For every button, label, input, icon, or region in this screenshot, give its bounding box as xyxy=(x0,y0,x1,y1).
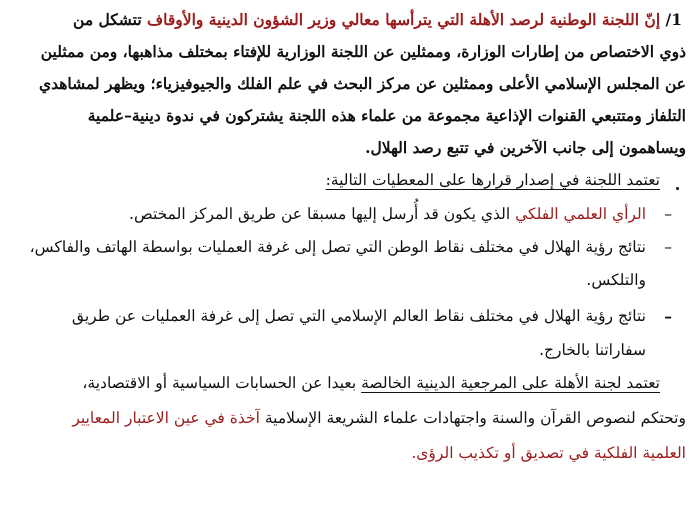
criteria-item-3-line1: نتائج رؤية الهلال في مختلف نقاط العالم الإسلامي التي تصل إلى غرفة العمليات عن طريق xyxy=(71,307,646,325)
paragraph2-line1-rest: بعيدا عن الحسابات السياسية أو الاقتصادية، xyxy=(82,374,357,392)
criteria-item-1 xyxy=(129,205,646,223)
committee-description: إنّ اللجنة الوطنية لرصد الأهلة التي يترأسها معالي وزير الشؤون الدينية والأوقاف xyxy=(147,10,661,29)
criteria-item-2-line2: والتلكس. xyxy=(586,271,646,289)
criteria-heading: تعتمد اللجنة في إصدار قرارها على المعطيات التالية: xyxy=(325,171,660,189)
criteria-item-1-highlight: الرأي العلمي الفلكي xyxy=(515,205,646,223)
paragraph2-line2-plain: وتحتكم لنصوص القرآن والسنة واجتهادات علماء الشريعة الإسلامية xyxy=(264,409,686,427)
bullet-dash: – xyxy=(664,238,672,256)
criteria-item-2-line1: نتائج رؤية الهلال في مختلف نقاط الوطن التي تصل إلى غرفة العمليات بواسطة الهاتف والفاكس، xyxy=(29,238,646,256)
stray-dot xyxy=(676,187,679,190)
paragraph2-underlined: تعتمد لجنة الأهلة على المرجعية الدينية الخالصة xyxy=(361,374,660,392)
paragraph1-line1 xyxy=(73,10,682,29)
paragraph2-line3: العلمية الفلكية في تصديق أو تكذيب الرؤى. xyxy=(411,444,686,462)
paragraph1-line3: عن المجلس الإسلامي الأعلى وممثلين عن مركز البحث في علم الفلك والجيوفيزياء؛ ويظهر لمشاهدي xyxy=(38,74,686,93)
paragraph2-line2-red: آخذة في عين الاعتبار المعايير xyxy=(72,409,260,427)
criteria-item-3-line2: سفاراتنا بالخارج. xyxy=(539,341,646,359)
bullet-dash: – xyxy=(664,307,672,326)
paragraph2-line2 xyxy=(72,409,686,427)
paragraph2-line1 xyxy=(82,374,660,392)
paragraph1-line5: ويساهمون إلى جانب الآخرين في تتبع رصد الهلال. xyxy=(365,138,686,157)
bullet-dash: – xyxy=(664,205,672,223)
criteria-item-1-rest: الذي يكون قد أُرسل إليها مسبقا عن طريق المركز المختص. xyxy=(129,205,511,223)
paragraph1-line4: التلفاز ومتتبعي القنوات الإذاعية مجموعة من علماء هذه اللجنة يشتركون في ندوة دينية–علمية xyxy=(87,106,686,125)
paragraph1-line1-end: تتشكل من xyxy=(73,10,142,29)
paragraph1-line2: ذوي الاختصاص من إطارات الوزارة، وممثلين عن اللجنة الوزارية للإفتاء بمختلف مذاهبها، ومن ممثلين xyxy=(40,42,686,61)
paragraph-number: 1/ xyxy=(665,10,682,29)
